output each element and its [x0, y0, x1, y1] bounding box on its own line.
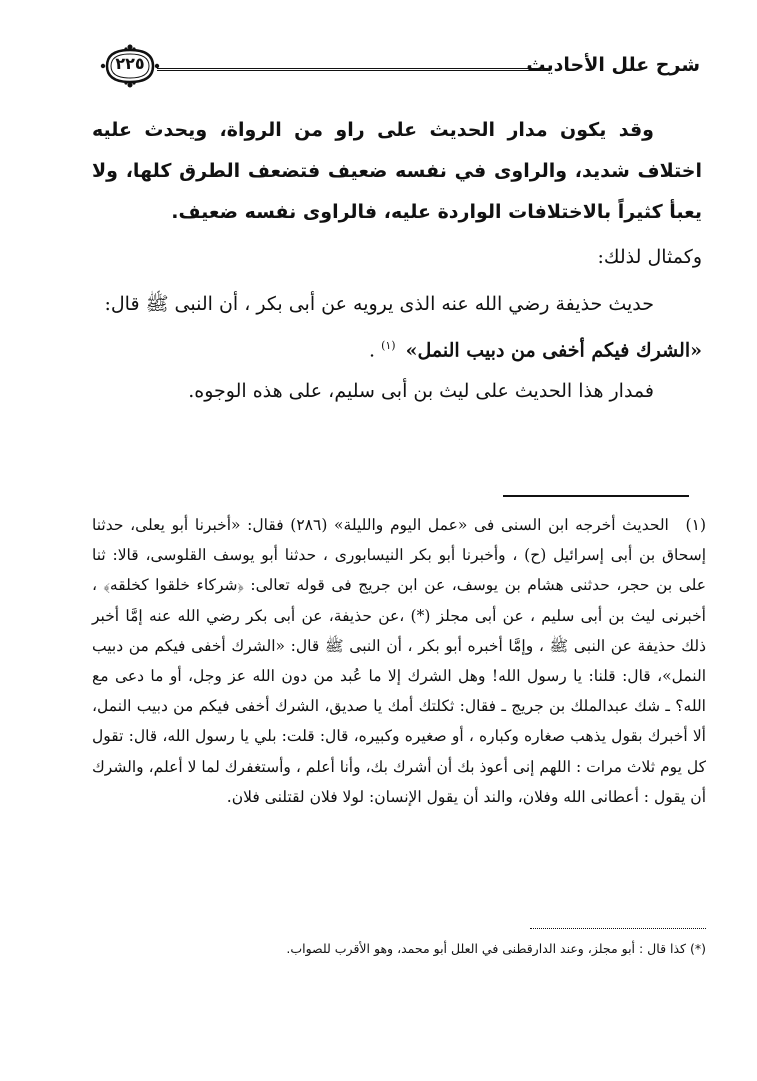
footnote-text: الحديث أخرجه ابن السنى فى «عمل اليوم والليلة» (٢٨٦) فقال: «أخبرنا أبو يعلى، حدثنا إسحاق بن أبى إسرائيل (ح) ، وأخبرنا أبو بكر النيسابورى ، حدثنا أبو يوسف القلوسى، قالا: ثنا على بن حجر، حدثنى هشام بن يوسف، عن ابن جريج فى قوله تعالى: ﴿شركاء خلقوا كخلقه﴾ ، أخبرنى ليث بن أبى سليم ، عن أبى مجلز (*) ،عن حذيفة، عن أبى بكر رضي الله عنه إمَّا أخبر ذلك حذيفة عن النبى ﷺ ، وإمَّا أخبره أبو بكر ، أن النبى ﷺ قال: «الشرك أخفى فيكم من دبيب النمل»، قال: قلنا: يا رسول الله! وهل الشرك إلا ما عُبد من دون الله عز وجل، أو ما دعى مع الله؟ ـ شك عبدالملك بن جريج ـ فقال: ثكلتك أمك يا صديق، الشرك أخفى فيكم من دبيب النمل، ألا أخبرك بقول يذهب صغاره وكباره ، أو صغيره وكبيره، قال: قلت: بلي يا رسول الله، قال: تقول كل يوم ثلاث مرات : اللهم إنى أعوذ بك أن أشرك بك، وأنا أعلم ، وأستغفرك لما لا أعلم، والشرك أن يقول : أعطانى الله وفلان، والند أن يقول الإنسان: لولا فلان لقتلنى فلان. — [92, 516, 706, 806]
footnote-number: (١) — [685, 516, 706, 534]
example-intro: وكمثال لذلك: — [597, 246, 702, 268]
header-rule — [157, 68, 548, 71]
footnote-marker: (١) — [381, 339, 396, 352]
footnote-note-separator — [530, 928, 706, 929]
hadith-intro-text: حديث حذيفة رضي الله عنه الذى يرويه عن أبى بكر ، أن النبى ﷺ قال: — [104, 293, 654, 315]
hadith-paragraph: حديث حذيفة رضي الله عنه الذى يرويه عن أبى بكر ، أن النبى ﷺ قال: «الشرك فيكم أخفى من دبيب النمل» $^{(١)}$ . — [104, 293, 702, 362]
conclusion-paragraph: فمدار هذا الحديث على ليث بن أبى سليم، على هذه الوجوه. — [188, 380, 654, 402]
intro-paragraph: وقد يكون مدار الحديث على راو من الرواة، ويحدث عليه اختلاف شديد، والراوى في نفسه ضعيف فتضعف الطرق كلها، ولا يعبأ كثيراً بالاختلافات الواردة عليه، فالراوى نفسه ضعيف. — [92, 119, 702, 223]
footnote-note: (*) كذا قال : أبو مجلز، وعند الدارقطنى في العلل أبو محمد، وهو الأقرب للصواب. — [286, 941, 706, 956]
book-title: شرح علل الأحاديث — [526, 54, 700, 76]
page-number: ٢٢٥ — [115, 54, 145, 73]
footnote-1 — [92, 510, 706, 812]
footnote-separator — [503, 495, 689, 497]
page-header — [95, 40, 700, 92]
page-number-badge — [99, 44, 161, 88]
hadith-quote: «الشرك فيكم أخفى من دبيب النمل» — [405, 339, 702, 362]
